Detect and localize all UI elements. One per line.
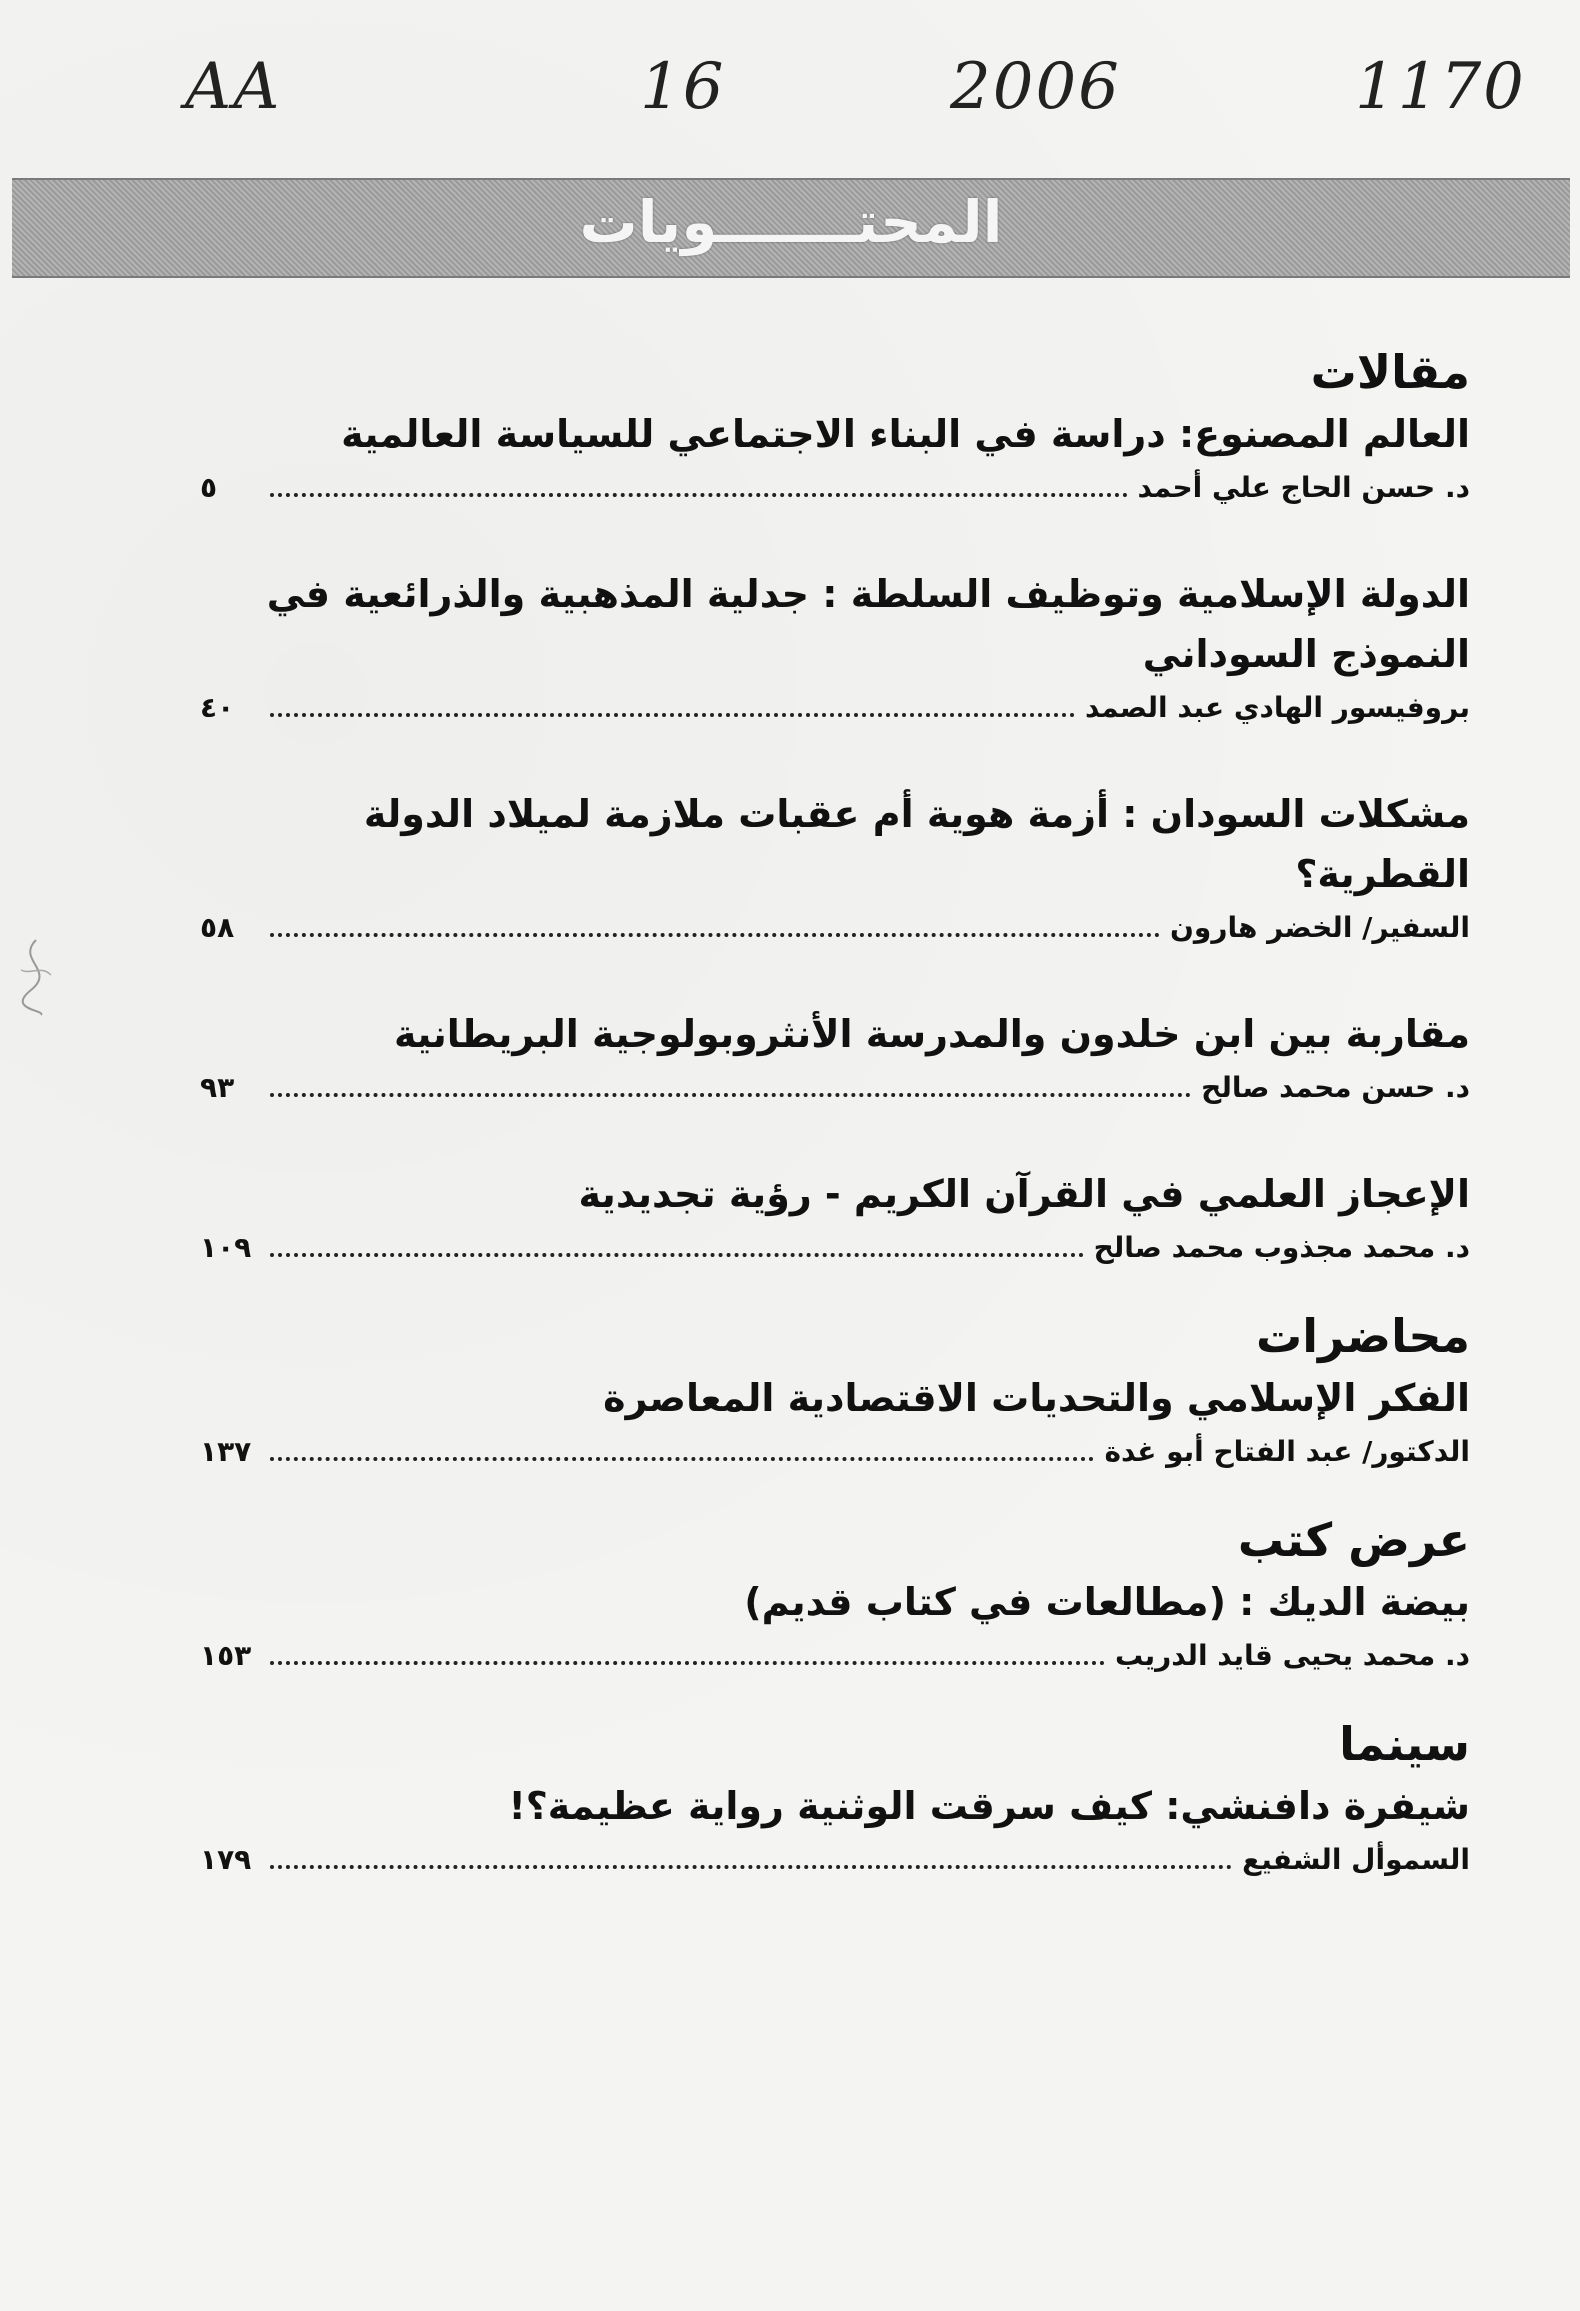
section-heading: عرض كتب (1237, 1513, 1470, 1567)
entry-page-number: ١٥٣ (200, 1639, 252, 1672)
entry-title: مشكلات السودان : أزمة هوية أم عقبات ملازمة لميلاد الدولة القطرية؟ (363, 792, 1470, 896)
entry-author: د. حسن محمد صالح (1201, 1071, 1470, 1104)
entry-page-number: ٥٨ (200, 911, 235, 944)
page-title: المحتـــــــويات (579, 188, 1003, 256)
entry-line (200, 466, 1470, 510)
toc-entry (200, 1572, 1470, 1678)
entry-title: الدولة الإسلامية وتوظيف السلطة : جدلية المذهبية والذرائعية في النموذج السوداني (266, 572, 1470, 676)
entry-line (200, 1838, 1470, 1882)
entry-author: د. محمد يحيى قايد الدريب (1114, 1639, 1470, 1672)
entry-page-number: ٥ (200, 471, 218, 504)
toc-section (200, 340, 1470, 1270)
entry-author: السموأل الشفيع (1242, 1843, 1470, 1876)
contents-header-band (12, 178, 1570, 278)
dot-leader (270, 1253, 1084, 1257)
entry-line (200, 686, 1470, 730)
handwritten-note: AA (185, 50, 282, 124)
entry-title: بيضة الديك : (مطالعات في كتاب قديم) (744, 1580, 1470, 1624)
entry-author: الدكتور/ عبد الفتاح أبو غدة (1104, 1435, 1470, 1468)
dot-leader (270, 1457, 1094, 1461)
toc-entry (200, 1164, 1470, 1270)
handwritten-note: 2006 (950, 50, 1121, 124)
entry-title: مقاربة بين ابن خلدون والمدرسة الأنثروبولوجية البريطانية (393, 1012, 1470, 1056)
section-heading: مقالات (1310, 345, 1470, 399)
entry-page-number: ١٧٩ (200, 1843, 252, 1876)
toc-entry (200, 1004, 1470, 1110)
section-heading: محاضرات (1256, 1309, 1470, 1363)
entry-author: د. محمد مجذوب محمد صالح (1093, 1231, 1470, 1264)
entry-line (200, 1066, 1470, 1110)
dot-leader (270, 1093, 1191, 1097)
entry-page-number: ٤٠ (200, 691, 235, 724)
entry-author: د. حسن الحاج علي أحمد (1137, 471, 1470, 504)
handwritten-note: 1170 (1355, 50, 1526, 124)
dot-leader (270, 1661, 1105, 1665)
entry-author: بروفيسور الهادي عبد الصمد (1084, 691, 1470, 724)
toc-section (200, 1304, 1470, 1474)
section-heading: سينما (1339, 1717, 1470, 1771)
entry-page-number: ٩٣ (200, 1071, 235, 1104)
dot-leader (270, 1865, 1232, 1869)
entry-page-number: ١٠٩ (200, 1231, 252, 1264)
entry-title: الفكر الإسلامي والتحديات الاقتصادية المعاصرة (603, 1376, 1470, 1420)
entry-line (200, 1430, 1470, 1474)
toc-section (200, 1712, 1470, 1882)
toc-entry (200, 784, 1470, 950)
toc-entry (200, 1368, 1470, 1474)
toc-entry (200, 564, 1470, 730)
toc-entry (200, 1776, 1470, 1882)
entry-title: الإعجاز العلمي في القرآن الكريم - رؤية تجديدية (578, 1172, 1470, 1216)
dot-leader (270, 493, 1128, 497)
entry-line (200, 906, 1470, 950)
dot-leader (270, 933, 1160, 937)
handwritten-note: 16 (640, 50, 726, 124)
entry-title: شيفرة دافنشي: كيف سرقت الوثنية رواية عظيمة؟! (508, 1784, 1470, 1828)
entry-title: العالم المصنوع: دراسة في البناء الاجتماعي للسياسة العالمية (341, 412, 1470, 456)
handwritten-notes (0, 40, 1580, 150)
dot-leader (270, 713, 1075, 717)
margin-scribble-icon (6, 930, 66, 1020)
toc-section (200, 1508, 1470, 1678)
table-of-contents (200, 340, 1470, 1916)
entry-line (200, 1634, 1470, 1678)
entry-line (200, 1226, 1470, 1270)
entry-author: السفير/ الخضر هارون (1170, 911, 1470, 944)
entry-page-number: ١٣٧ (200, 1435, 252, 1468)
toc-entry (200, 404, 1470, 510)
